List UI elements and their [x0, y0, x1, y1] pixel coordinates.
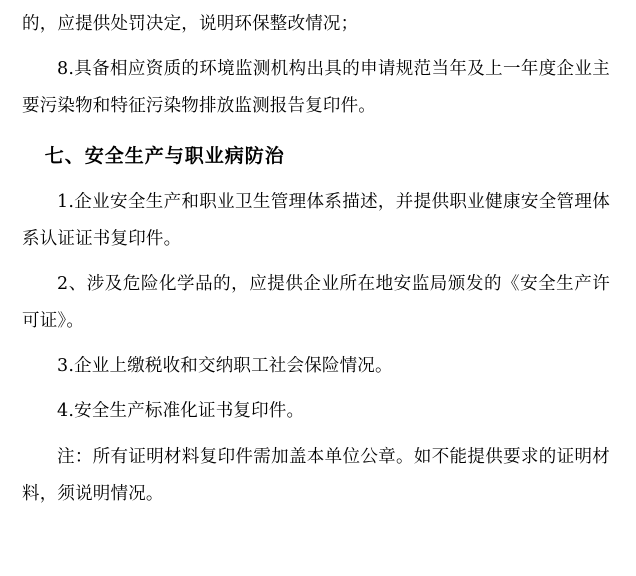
paragraph-continued: 的，应提供处罚决定，说明环保整改情况； — [22, 14, 359, 34]
list-item-8: 8.具备相应资质的环境监测机构出具的申请规范当年及上一年度企业主要污染物和特征污染物排放监测报告复印件。 — [22, 59, 610, 116]
section-heading-seven: 七、安全生产与职业病防治 — [44, 145, 285, 167]
list-item-2: 2、涉及危险化学品的，应提供企业所在地安监局颁发的《安全生产许可证》。 — [22, 274, 610, 331]
note-paragraph: 注：所有证明材料复印件需加盖本单位公章。如不能提供要求的证明材料，须说明情况。 — [22, 447, 610, 504]
list-item-3: 3.企业上缴税收和交纳职工社会保险情况。 — [57, 356, 393, 376]
list-item-1: 1.企业安全生产和职业卫生管理体系描述，并提供职业健康安全管理体系认证证书复印件。 — [22, 192, 610, 249]
list-item-4: 4.安全生产标准化证书复印件。 — [57, 401, 305, 421]
